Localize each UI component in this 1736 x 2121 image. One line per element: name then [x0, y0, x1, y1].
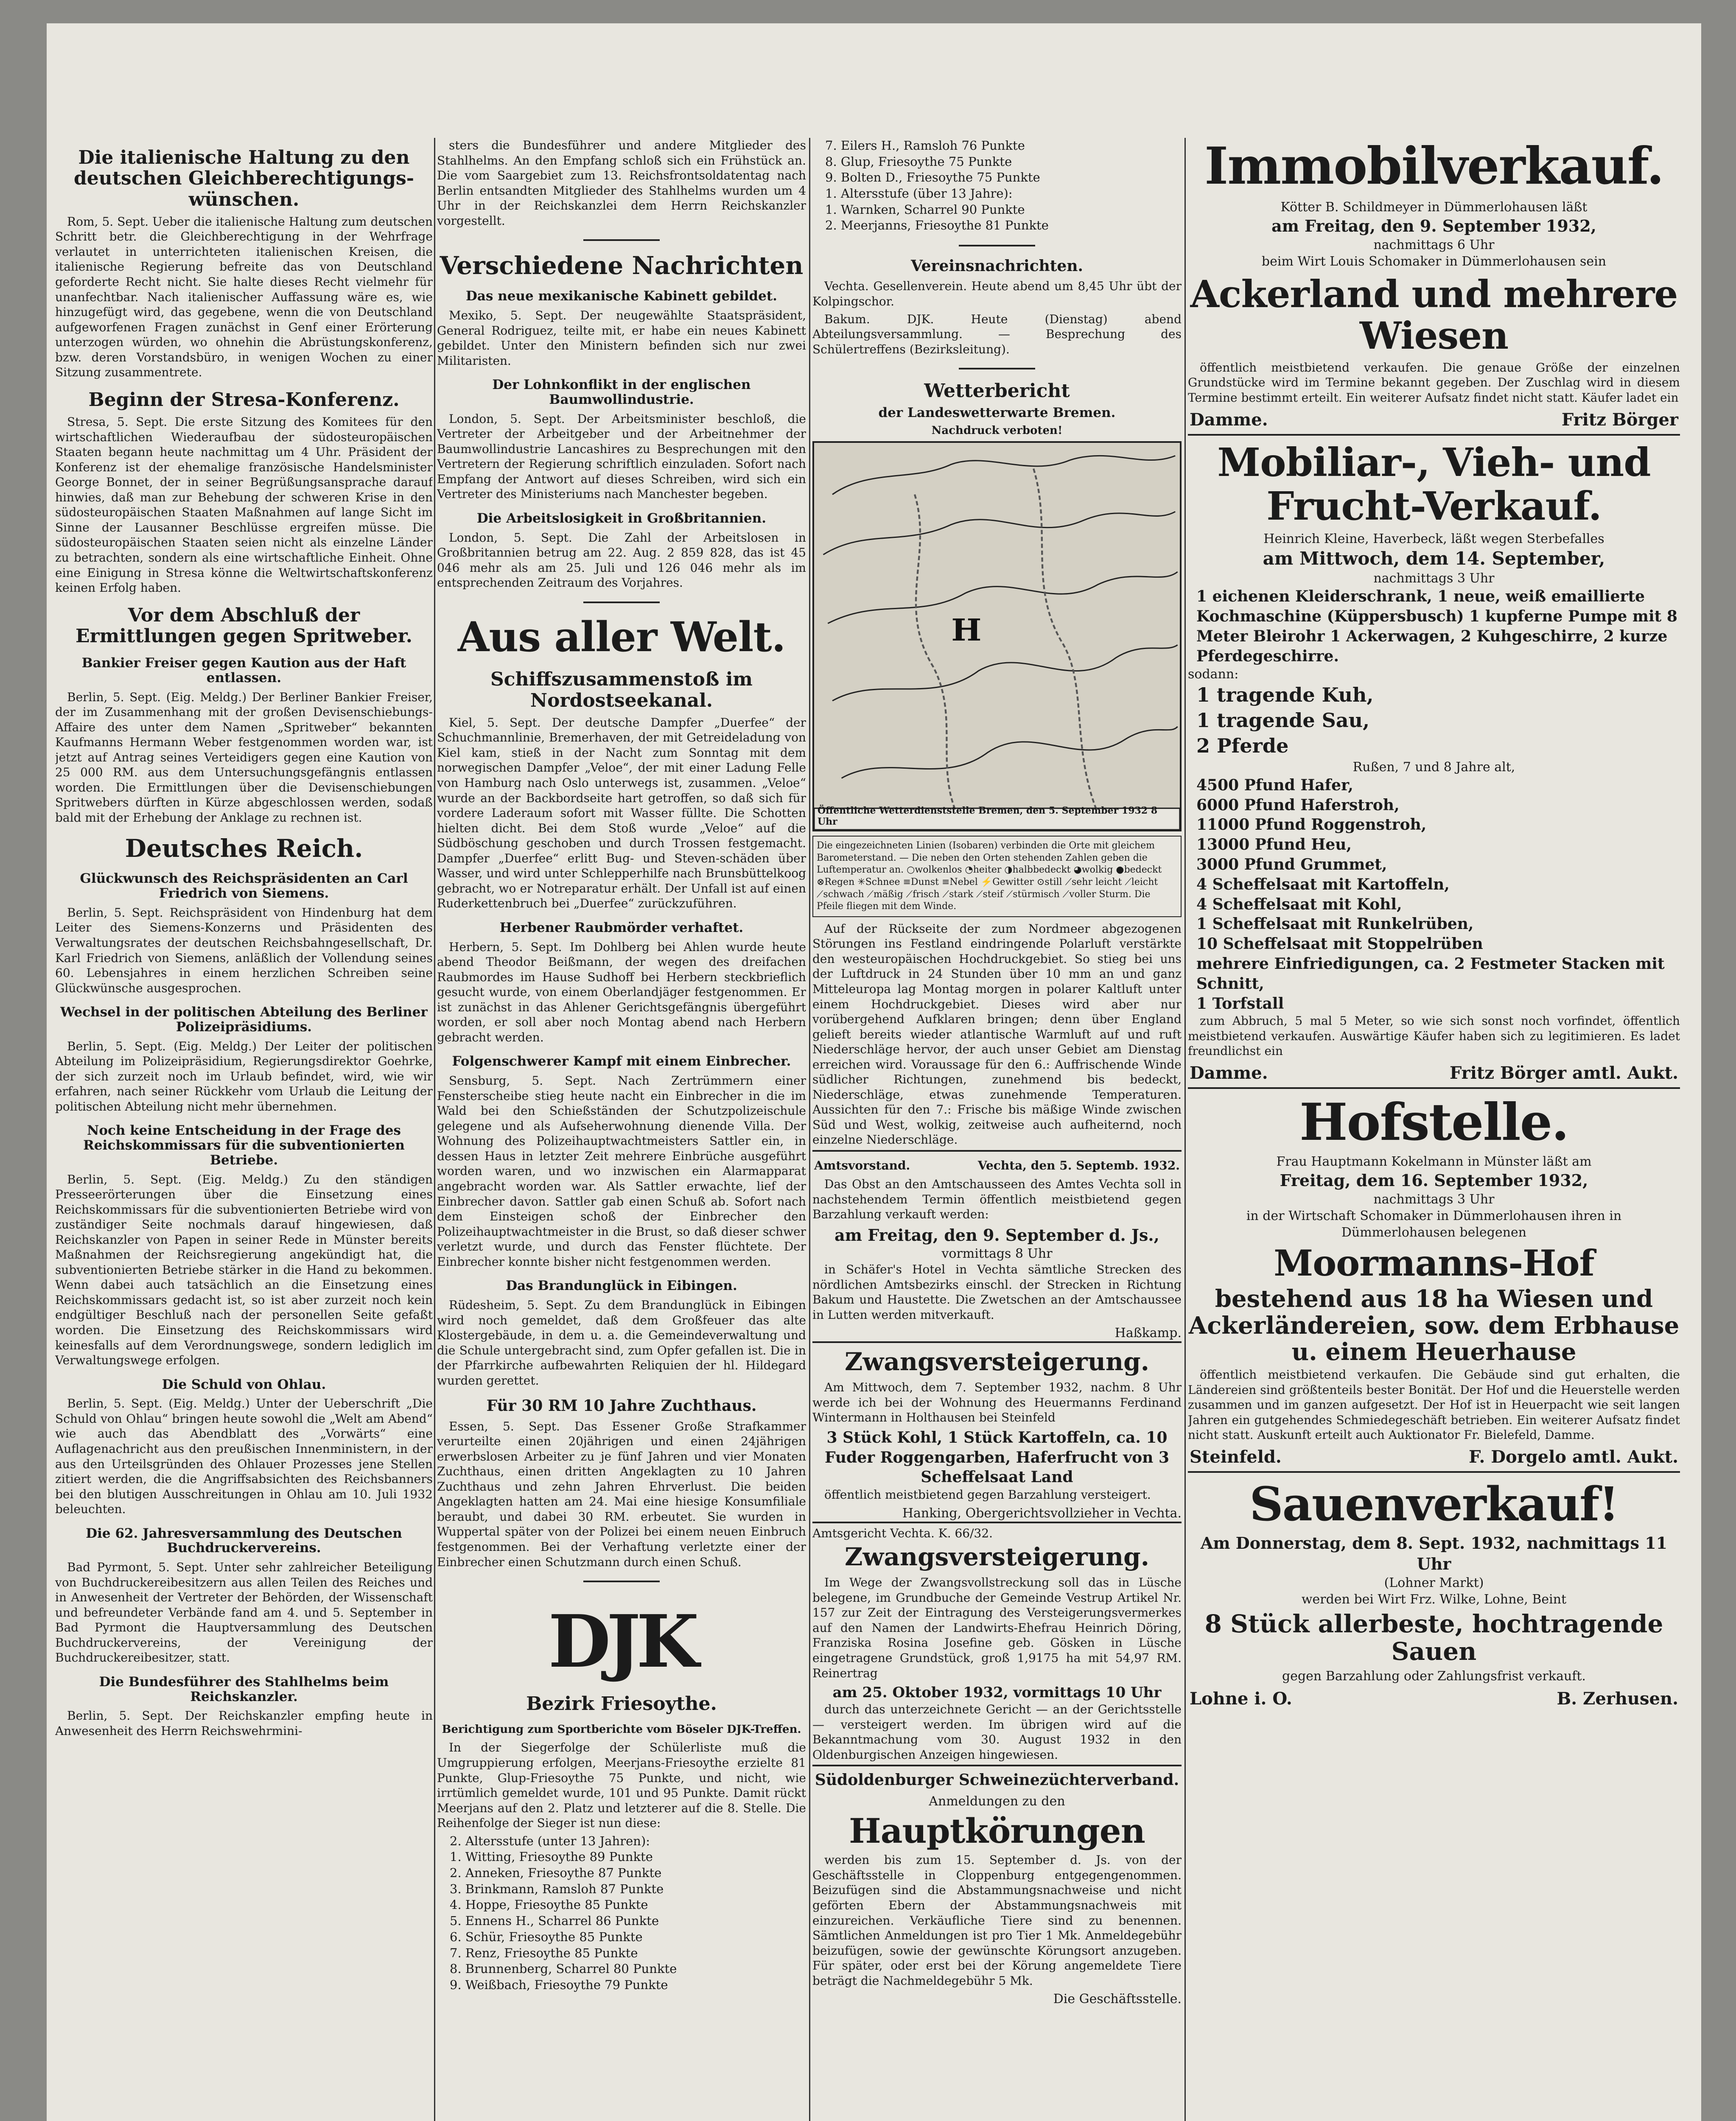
article-title: Noch keine Entscheidung in der Frage des Reichskommissars für die subventionierten Betriebe. [83, 1123, 405, 1168]
article-body: Berlin, 5. Sept. (Eig. Meldg.) Unter der Ueberschrift „Die Schuld von Ohlau“ bringen heute sowohl die „Welt am Abend“ wie auch das Abendblatt des „Vorwärts“ eine Auflagenachricht aus den preußischen Innenministern, in der aus den Urteilsgründen des Ohlauer Prozesses jene Stellen zitiert werden, die die Angriffsabsichten des Reichsbanners bei den blutigen Ausschreitungen in Ohlau am 10. Juli 1932 beleuchten. [55, 1396, 433, 1517]
article-subtitle: Bankier Freiser gegen Kaution aus der Haft entlassen. [81, 655, 406, 686]
ad-location: (Lohner Markt) [1384, 1575, 1484, 1590]
article-title: Die Bundesführer des Stahlhelms beim Reichskanzler. [99, 1674, 389, 1704]
result-item: 1. Warnken, Scharrel 90 Punkte [825, 202, 1025, 217]
ad-body: Heinrich Kleine, Haverbeck, läßt wegen Sterbefalles [1263, 531, 1604, 546]
article-title: Das neue mexikanische Kabinett gebildet. [466, 288, 777, 304]
column-2 [437, 138, 806, 2121]
ad-signature: Die Geschäftsstelle. [1053, 1992, 1182, 2007]
goods-item: 4 Scheffelsaat mit Kohl, [1196, 895, 1402, 913]
separator [583, 602, 660, 603]
result-item: 8. Brunnenberg, Scharrel 80 Punkte [450, 1962, 677, 1976]
ad-signature: Fritz Börger amtl. Aukt. [1449, 1063, 1678, 1083]
map-legend: Die eingezeichneten Linien (Isobaren) verbinden die Orte mit gleichem Barometerstand. — Die neben den Orten stehenden Zahlen geben die Luftemperatur an. ○wolkenlos ◔heiter ◑halbbedeckt ◕wolkig ●bedeckt ⊗Regen ✳Schnee ≡Dunst ≡Nebel ⚡Gewitter ⊙still ⟋sehr leicht ⟋leicht ⟋schwach ⟋mäßig ⟋frisch ⟋stark ⟋steif ⟋stürmisch ⟋voller Sturm. Die Pfeile fliegen mit dem Winde. [812, 836, 1182, 917]
ad-body: Kötter B. Schildmeyer in Dümmerlohausen läßt [1280, 200, 1588, 215]
article-body: Kiel, 5. Sept. Der deutsche Dampfer „Duerfee“ der Schuchmannlinie, Bremerhaven, der mit Getreideladung von Kiel kam, stieß in der Nacht zum Sonntag mit dem norwegischen Dampfer „Veloe“, der mit einer Ladung Felle von Hamburg nach Oslo unterwegs ist, zusammen. „Veloe“ wurde an der Backbordseite hart getroffen, so daß sich für vordere Laderaum sofort mit Wasser füllte. Die Schotten hielten dicht. Bei dem Stoß wurde „Veloe“ auf die Südböschung geschoben und durch Trossen festgemacht. Dampfer „Duerfee“ erlitt Bug- und Steven-schäden über Wasser, und wird unter Schlepperhilfe nach Brunsbüttelkoog gebracht, wo er Notreparatur erhält. Der Unfall ist auf einen Ruderkettenbruch bei „Duerfee“ zurückzuführen. [437, 715, 806, 911]
ad-signature: F. Dorgelo amtl. Aukt. [1469, 1447, 1678, 1467]
ad-body: öffentlich meistbietend verkaufen. Die Gebäude sind gut erhalten, die Ländereien sind größtenteils bester Bonität. Der Hof und die Heuerstelle werden zusammen und im ganzen aufgesetzt. Der Hof ist in Heuerpacht wie seit langen Jahren ein gutgehendes Schmiedegeschäft betrieben. Ein weiterer Aufsatz findet nicht statt. Auskunft erteilt auch Auktionator Fr. Bielefeld, Damme. [1188, 1367, 1680, 1442]
ad-body: werden bei Wirt Frz. Wilke, Lohne, Beint [1301, 1592, 1567, 1607]
ad-time: nachmittags 6 Uhr [1373, 237, 1495, 252]
article-body: Berlin, 5. Sept. (Eig. Meldg.) Der Leiter der politischen Abteilung im Polizeipräsidium, Regierungsdirektor Goehrke, der sich zurzeit noch im Urlaub befindet, wird, wie wir erfahren, nach seiner Rückkehr vom Urlaub die Leitung der politischen Abteilung nicht mehr übernehmen. [55, 1039, 433, 1114]
article-title: Die italienische Haltung zu den deutschen Gleichberechtigungs-wünschen. [73, 147, 414, 210]
article-body: Berlin, 5. Sept. (Eig. Meldg.) Der Berliner Bankier Freiser, der im Zusammenhang mit der großen Devisenschiebungs-Affaire des unter dem Namen „Spritweber“ bekannten Kaufmanns Hermann Weber festgenommen worden war, ist jetzt auf Antrag seines Verteidigers gegen eine Kaution von 25 000 RM. aus dem Untersuchungsgefängnis entlassen worden. Die Ermittlungen über die Devisenschiebungen Spritwebers dürften in Kürze abgeschlossen werden, sodaß bald mit der Erhebung der Anklage zu rechnen ist. [55, 690, 433, 825]
weather-map [812, 441, 1182, 831]
separator [583, 239, 660, 241]
column-4 [1188, 138, 1680, 2121]
court-ref: Amtsgericht Vechta. K. 66/32. [812, 1526, 993, 1540]
article-title: Bezirk Friesoythe. [526, 1693, 717, 1715]
ad-time: nachmittags 3 Uhr [1373, 1192, 1495, 1207]
weather-subtitle: der Landeswetterwarte Bremen. [878, 405, 1116, 421]
result-item: 2. Anneken, Friesoythe 87 Punkte [450, 1866, 662, 1880]
ad-items: 3 Stück Kohl, 1 Stück Kartoffeln, ca. 10 Fuder Roggengarben, Haferfrucht von 3 Scheffelsaat Land [824, 1428, 1170, 1486]
article-body: In der Siegerfolge der Schülerliste muß die Umgruppierung erfolgen, Meerjans-Friesoythe erzielte 81 Punkte, Glup-Friesoythe 75 Punkte, und nicht, wie irrtümlich gemeldet wurde, 101 und 95 Punkte. Damit rückt Meerjans auf den 2. Platz und letzterer auf die 8. Stelle. Die Reihenfolge der Sieger ist nun diese: [437, 1740, 806, 1830]
weather-map-graphic [814, 443, 1180, 830]
article-body: sters die Bundesführer und andere Mitglieder des Stahlhelms. An den Empfang schloß sich ein Frühstück an. Die vom Saargebiet zum 13. Reichsfrontsoldatentag nach Berlin entsandten Mitglieder des Stahlhelms wurden um 4 Uhr in der Reichskanzlei dem Herrn Reichskanzler vorgestellt. [437, 138, 806, 228]
ad-zwangsversteigerung-2 [812, 1522, 1182, 1763]
article-body: Berlin, 5. Sept. (Eig. Meldg.) Zu den ständigen Presseerörterungen über die Einsetzung eines Reichskommissars für die subventionierten Betriebe wird von zuständiger Seite nochmals darauf hingewiesen, daß Reichskanzler von Papen in seiner Rede in Münster bereits Maßnahmen der Reichsregierung angekündigt hat, die subventionierten Betriebe stärker in die Hand zu bekommen. Wenn dabei auch tatsächlich an die Einsetzung eines Reichskommissars gedacht ist, so ist aber zurzeit noch kein endgültiger Beschluß nach der personellen Seite gefaßt worden. Die Einsetzung des Reichskommissars wird keinesfalls auf dem Verordnungswege, sondern lediglich im Verwaltungswege erfolgen. [55, 1172, 433, 1368]
ad-subtitle: Anmeldungen zu den [929, 1794, 1065, 1809]
ad-immobilverkauf [1188, 138, 1680, 430]
article-title: Die 62. Jahresversammlung des Deutschen Buchdruckervereins. [86, 1525, 402, 1556]
column-3 [812, 138, 1182, 2121]
article-title: Folgenschwerer Kampf mit einem Einbrecher. [452, 1054, 791, 1069]
article-title: Das Brandunglück in Eibingen. [506, 1278, 737, 1294]
ad-signature: B. Zerhusen. [1557, 1688, 1678, 1709]
ad-body: zum Abbruch, 5 mal 5 Meter, so wie sich sonst noch vorfindet, öffentlich meistbietend verkaufen. Auswärtige Käufer haben sich zu legitimieren. Es ladet freundlichst ein [1188, 1014, 1680, 1058]
goods-item: 11000 Pfund Roggenstroh, [1196, 816, 1427, 834]
article-title: Die Arbeitslosigkeit in Großbritannien. [476, 510, 767, 526]
ad-mobiliar [1188, 434, 1680, 1083]
notice-sender: Amtsvorstand. [814, 1158, 910, 1173]
newspaper-page [47, 23, 1701, 2121]
result-item: 3. Brinkmann, Ramsloh 87 Punkte [450, 1881, 664, 1896]
ad-body: beim Wirt Louis Schomaker in Dümmerlohausen sein [1261, 254, 1607, 269]
ad-title: Südoldenburger Schweinezüchterverband. [815, 1771, 1179, 1789]
section-heading: Deutsches Reich. [125, 834, 363, 863]
club-notice: Vechta. Gesellenverein. Heute abend um 8,45 Uhr übt der Kolpingschor. [812, 279, 1182, 308]
goods-item: 3000 Pfund Grummet, [1196, 855, 1387, 873]
goods-item: 1 Scheffelsaat mit Runkelrüben, [1196, 915, 1474, 933]
result-item: 1. Altersstufe (über 13 Jahre): [825, 186, 1013, 201]
column-1 [55, 138, 433, 2121]
djk-logo: DJK [548, 1599, 695, 1684]
ad-place: Lohne i. O. [1190, 1688, 1292, 1709]
ad-title: Zwangsversteigerung. [845, 1542, 1149, 1572]
ad-headline: Moormanns-Hof [1274, 1242, 1594, 1284]
ad-title: Immobilverkauf. [1204, 138, 1663, 196]
weather-report: Auf der Rückseite der zum Nordmeer abgezogenen Störungen ins Festland eindringende Polarluft verstärkte den westeuropäischen Hochdruckgebiet. So stieg bei uns der Luftdruck in 24 Stunden über 10 mm an und ganz Mitteleuropa lag Montag morgen in polarer Kaltluft unter einem Hochdruckgebiet. Dieses wird aber nur vorübergehend Aufklaren bringen; denn über England gelieft bereits wieder atlantische Warmluft auf und ruft Niederschläge hervor, der auch unser Gebiet am Dienstag erreichen wird. Voraussage für den 6.: Auffrischende Winde südlicher Richtungen, zunehmend bis bedeckt, Niederschläge, etwas zunehmende Temperaturen. Aussichten für den 7.: Frische bis mäßige Winde zwischen Süd und West, wolkig, zeitweise auch aufheiternd, noch einzelne Niederschläge. [812, 921, 1182, 1147]
goods-item: 6000 Pfund Haferstroh, [1196, 796, 1400, 814]
ad-body: Am Mittwoch, dem 7. September 1932, nachm. 8 Uhr werde ich bei der Wohnung des Heuermanns Ferdinand Wintermann in Holthausen bei Steinfeld [812, 1380, 1182, 1425]
notice-time: vormittags 8 Uhr [941, 1246, 1053, 1262]
ad-date-line: am 25. Oktober 1932, vormittags 10 Uhr [832, 1684, 1162, 1701]
ad-body: öffentlich meistbietend gegen Barzahlung versteigert. [824, 1488, 1151, 1502]
ad-signature: Hanking, Obergerichtsvollzieher in Vechta. [902, 1505, 1182, 1521]
goods-item: 4 Scheffelsaat mit Kartoffeln, [1196, 875, 1450, 893]
separator [959, 368, 1035, 369]
result-item: 8. Glup, Friesoythe 75 Punkte [825, 154, 1012, 169]
ad-time: nachmittags 3 Uhr [1373, 571, 1495, 586]
article-title: Schiffszusammenstoß im Nordostseekanal. [490, 669, 753, 711]
ad-headline-2: bestehend aus 18 ha Wiesen und Ackerländereien, sow. dem Erbhause u. einem Heuerhause [1188, 1284, 1680, 1366]
result-item: 2. Meerjanns, Friesoythe 81 Punkte [825, 218, 1049, 233]
ad-title: Zwangsversteigerung. [845, 1347, 1149, 1377]
article-title: Vor dem Abschluß der Ermittlungen gegen Spritweber. [75, 604, 413, 647]
ad-date-line: am Mittwoch, dem 14. September, [1263, 548, 1605, 569]
ad-schweinezucht [812, 1765, 1182, 2007]
goods-item: 4500 Pfund Hafer, [1196, 776, 1353, 794]
map-caption: Öffentliche Wetterdienststelle Bremen, den 5. September 1932 8 Uhr [818, 805, 1158, 828]
ad-place: Damme. [1190, 409, 1268, 430]
club-notice: Bakum. DJK. Heute (Dienstag) abend Abteilungsversammlung. — Besprechung des Schülertreffens (Bezirksleitung). [812, 312, 1182, 356]
result-item: 6. Schür, Friesoythe 85 Punkte [450, 1929, 643, 1944]
results-list [812, 138, 1182, 234]
ad-place: Damme. [1190, 1063, 1268, 1083]
ad-hofstelle [1188, 1087, 1680, 1467]
separator [583, 1581, 660, 1582]
result-item: 4. Hoppe, Friesoythe 85 Punkte [450, 1897, 648, 1912]
article-title: Wechsel in der politischen Abteilung des Berliner Polizeipräsidiums. [60, 1005, 428, 1035]
results-list [437, 1849, 806, 1993]
notice-body: in Schäfer's Hotel in Vechta sämtliche Strecken des nördlichen Amtsbezirks einschl. der Strecken in Richtung Bakum und Haustette. Die Zwetschen an der Amtschaussee in Lutten werden mitverkauft. [812, 1262, 1182, 1322]
ad-headline: 8 Stück allerbeste, hochtragende Sauen [1204, 1609, 1663, 1666]
goods-item: mehrere Einfriedigungen, ca. 2 Festmeter Stacken mit Schnitt, [1196, 954, 1665, 993]
article-body: Berlin, 5. Sept. Der Reichskanzler empfing heute in Anwesenheit des Herrn Reichswehrmini- [55, 1709, 433, 1738]
notice-date-line: am Freitag, den 9. September d. Js., [834, 1225, 1159, 1245]
ad-sodann: sodann: [1188, 667, 1239, 682]
goods-list [1188, 775, 1680, 1014]
ad-title: Hofstelle. [1299, 1092, 1568, 1152]
ad-signature: Fritz Börger [1561, 409, 1678, 430]
animal-item: 1 tragende Kuh, [1196, 683, 1374, 707]
notice-body: Das Obst an den Amtschausseen des Amtes Vechta soll in nachstehendem Termin öffentlich meistbietend gegen Barzahlung verkauft werden: [812, 1177, 1182, 1222]
notice-signature: Haßkamp. [1114, 1326, 1182, 1341]
result-item: 7. Eilers H., Ramsloh 76 Punkte [825, 138, 1025, 153]
article-title: Beginn der Stresa-Konferenz. [88, 389, 400, 411]
goods-item: 10 Scheffelsaat mit Stoppelrüben [1196, 935, 1483, 953]
goods-item: 1 Torfstall [1196, 994, 1284, 1013]
article-title: Für 30 RM 10 Jahre Zuchthaus. [486, 1397, 757, 1415]
ad-headline: Hauptkörungen [849, 1810, 1145, 1851]
animal-item: 1 tragende Sau, [1196, 709, 1370, 732]
ad-title: Mobiliar-, Vieh- und Frucht-Verkauf. [1217, 439, 1651, 529]
ad-body: gegen Barzahlung oder Zahlungsfrist verkauft. [1282, 1668, 1586, 1684]
section-heading: Vereinsnachrichten. [910, 257, 1084, 275]
article-body: London, 5. Sept. Der Arbeitsminister beschloß, die Vertreter der Arbeitgeber und der Arbeitnehmer der Baumwollindustrie Lancashires zu Besprechungen mit den Vertretern der Regierung schriftlich einzuladen. Sofort nach Empfang der Antwort auf dieses Schreiben, wird sich ein Vertreter des Ministeriums nach Manchester begeben. [437, 411, 806, 501]
article-body: Sensburg, 5. Sept. Nach Zertrümmern einer Fensterscheibe stieg heute nacht ein Einbrecher in die im Wald bei den Schießständen der Schutzpolizeischule gelegene und als Aufseherwohnung dienende Villa. Der Wohnung des Polizeihauptwachtmeisters Sattler ein, in dessen Haus in letzter Zeit mehrere Einbrüche ausgeführt worden waren, und wo inzwischen ein Alarmapparat angebracht worden war. Als Sattler erwachte, lief der Einbrecher davon. Sattler gab einen Schuß ab. Sofort nach dem Einsteigen schoß der Einbrecher den Polizeihauptwachtmeister in die Brust, so daß dieser schwer verletzt wurde, und durch das Fenster flüchtete. Der Einbrecher konnte bisher nicht festgenommen werden. [437, 1074, 806, 1269]
article-subtitle: Glückwunsch des Reichspräsidenten an Carl Friedrich von Siemens. [80, 871, 408, 901]
article-body: Essen, 5. Sept. Das Essener Große Strafkammer verurteilte einen 20jährigen und einen 24jährigen erwerbslosen Arbeiter zu je fünf Jahren und vier Monaten Zuchthaus, einen dritten Angeklagten zu 10 Jahren Zuchthaus und zehn Jahren Ehrverlust. Die beiden Angeklagten hatten am 24. Mai eine hiesige Konsumfiliale beraubt, und dabei 30 RM. erbeutet. Sie wurden in Wuppertal später von der Polizei bei einem neuen Einbruch festgenommen. Bei der Verhaftung verletzte einer der Einbrecher einen Schutzmann durch einen Schuß. [437, 1419, 806, 1569]
ad-body: Frau Hauptmann Kokelmann in Münster läßt am [1276, 1154, 1592, 1170]
ad-date-line: Am Donnerstag, dem 8. Sept. 1932, nachmittags 11 Uhr [1200, 1533, 1668, 1574]
ad-sauenverkauf [1188, 1471, 1680, 1709]
ad-body: Im Wege der Zwangsvollstreckung soll das in Lüsche belegene, im Grundbuche der Gemeinde Vestrup Artikel Nr. 157 zur Zeit der Eintragung des Versteigerungsvermerkes auf den Namen der Landwirts-Ehefrau Heinrich Döring, Franziska Rosina Josefine geb. Gösken in Lüsche eingetragene Grundstück, groß 1,9175 ha mit 54,97 RM. Reinertrag [812, 1575, 1182, 1680]
article-body: Bad Pyrmont, 5. Sept. Unter sehr zahlreicher Beteiligung von Buchdruckereibesitzern aus allen Teilen des Reiches und in Anwesenheit der Vertreter der Behörden, der Wissenschaft und befreundeter Verbände fand am 4. und 5. September in Bad Pyrmont die Hauptversammlung des Deutschen Buchdruckervereins, der Vereinigung der Buchdruckereibesitzer, statt. [55, 1560, 433, 1665]
goods-item: 13000 Pfund Heu, [1196, 836, 1352, 854]
article-body: Berlin, 5. Sept. Reichspräsident von Hindenburg hat dem Leiter des Siemens-Konzerns und Präsidenten des Verwaltungsrates der deutschen Reichsbahngesellschaft, Dr. Karl Friedrich von Siemens, anläßlich der Vollendung seines 60. Lebensjahres in einem herzlichen Schreiben seine Glückwünsche ausgesprochen. [55, 905, 433, 995]
article-body: London, 5. Sept. Die Zahl der Arbeitslosen in Großbritannien betrug am 22. Aug. 2 859 828, das ist 45 046 mehr als am 25. Juli und 126 046 mehr als im entsprechenden Zeitraum des Vorjahres. [437, 530, 806, 590]
article-subtitle: Berichtigung zum Sportberichte vom Böseler DJK-Treffen. [442, 1723, 801, 1736]
result-item: 9. Weißbach, Friesoythe 79 Punkte [450, 1977, 668, 1992]
article-body: Mexiko, 5. Sept. Der neugewählte Staatspräsident, General Rodriguez, teilte mit, er habe ein neues Kabinett gebildet. Unter den Ministern befinden sich nur zwei Militaristen. [437, 308, 806, 368]
ad-place: Steinfeld. [1190, 1447, 1282, 1467]
ad-items: 1 eichenen Kleiderschrank, 1 neue, weiß emaillierte Kochmaschine (Küppersbusch) 1 kupferne Pumpe mit 8 Meter Bleirohr 1 Ackerwagen, 2 Kuhgeschirre, 2 kurze Pferdegeschirre. [1196, 588, 1677, 665]
result-item: 1. Witting, Friesoythe 89 Punkte [450, 1850, 653, 1864]
article-body: Rom, 5. Sept. Ueber die italienische Haltung zum deutschen Schritt betr. die Gleichberechtigung in der Wehrfrage verlautet in unterrichteten italienischen Kreisen, die italienische Regierung befreite das von Deutschland geforderte Recht nicht. Sie halte dieses Recht vielmehr für unanfechtbar. Nach italienischer Auffassung wäre es, wie hinzugefügt wird, das gegebene, wenn die von Deutschland aufgeworfenen Fragen zunächst in Genf einer Erörterung unterzogen würden, wo ohnehin die Abrüstungskonferenz, bzw. deren Vorstandsbüro, in wenigen Wochen zu einer Sitzung zusammentrete. [55, 214, 433, 380]
list-heading: 2. Altersstufe (unter 13 Jahren): [450, 1833, 650, 1848]
notice-amtsvorstand [812, 1150, 1182, 1341]
ad-body: öffentlich meistbietend verkaufen. Die genaue Größe der einzelnen Grundstücke wird im Termine bekannt gegeben. Der Zuschlag wird in diesem Termine bestimmt erteilt. Ein weiterer Aufsatz findet nicht statt. Käufer ladet ein [1188, 360, 1680, 405]
section-heading: Aus aller Welt. [457, 613, 786, 661]
reprint-note: Nachdruck verboten! [931, 424, 1063, 437]
ad-body: werden bis zum 15. September d. Js. von der Geschäftsstelle in Cloppenburg entgegengenommen. Beizufügen sind die Abstammungsnachweise und nicht geförten Ebern der Abstammungsnachweis mit einzureichen. Verkäufliche Tiere sind zu benennen. Sämtlichen Anmeldungen ist pro Tier 1 Mk. Anmeldegebühr beizufügen, sowie der gewünschte Körungsort anzugeben. Für später, oder erst bei der Körung angemeldete Tiere beträgt die Nachmeldegebühr 5 Mk. [812, 1853, 1182, 1988]
ad-date-line: Freitag, dem 16. September 1932, [1280, 1171, 1588, 1190]
result-item: 9. Bolten D., Friesoythe 75 Punkte [825, 170, 1040, 185]
svg-text:H: H [951, 613, 982, 648]
ad-title: Sauenverkauf! [1249, 1476, 1618, 1531]
weather-title: Wetterbericht [924, 380, 1070, 402]
article-title: Die Schuld von Ohlau. [162, 1377, 326, 1392]
ad-note: Rußen, 7 und 8 Jahre alt, [1352, 759, 1515, 775]
article-body: Rüdesheim, 5. Sept. Zu dem Brandunglück in Eibingen wird noch gemeldet, daß dem Großfeuer das alte Klostergebäude, in dem u. a. die Gemeindeverwaltung und die Schule untergebracht sind, zum Opfer gefallen ist. Die in der Pfarrkirche aufbewahrten Reliquien der hl. Hildegard wurden gerettet. [437, 1298, 806, 1388]
result-item: 7. Renz, Friesoythe 85 Punkte [450, 1945, 638, 1960]
article-body: Stresa, 5. Sept. Die erste Sitzung des Komitees für den wirtschaftlichen Wiederaufbau der südosteuropäischen Staaten begann heute nachmittag um 4 Uhr. Präsident der Konferenz ist der ehemalige französische Handelsminister George Bonnet, der in seiner Begrüßungsansprache darauf hinwies, daß man zur Behebung der schweren Krise in den südosteuropäischen Staaten Maßnahmen auf lange Sicht im Sinne der Lausanner Beschlüsse ergreifen müsse. Die südosteuropäischen Staaten seien nicht als einzelne Länder zu betrachten, sondern als eine wirtschaftliche Einheit. Ohne eine Einigung in Stresa könne die Weltwirtschaftskonferenz keinen Erfolg haben. [55, 415, 433, 595]
section-heading: Verschiedene Nachrichten [440, 251, 804, 280]
ad-body: in der Wirtschaft Schomaker in Dümmerlohausen ihren in Dümmerlohausen belegenen [1246, 1208, 1622, 1240]
ad-date-line: am Freitag, den 9. September 1932, [1271, 216, 1596, 236]
article-body: Herbern, 5. Sept. Im Dohlberg bei Ahlen wurde heute abend Theodor Beißmann, der wegen des dreifachen Raubmordes im Hause Sudhoff bei Herbern steckbrieflich gesucht wurde, von einem Oberlandjäger festgenommen. Er ist zunächst in das Ahlener Gerichtsgefängnis übergeführt worden, er soll aber noch Montag abend nach Herbern gebracht werden. [437, 940, 806, 1044]
ad-body: durch das unterzeichnete Gericht — an der Gerichtsstelle — versteigert werden. Im übrigen wird auf die Bekanntmachung vom 30. August 1932 in den Oldenburgischen Anzeigen hingewiesen. [812, 1702, 1182, 1762]
article-title: Herbener Raubmörder verhaftet. [499, 920, 744, 935]
notice-date: Vechta, den 5. Septemb. 1932. [977, 1158, 1180, 1173]
ad-zwangsversteigerung-1 [812, 1341, 1182, 1522]
ad-headline: Ackerland und mehrere Wiesen [1190, 271, 1678, 358]
animal-item: 2 Pferde [1196, 734, 1289, 757]
result-item: 5. Ennens H., Scharrel 86 Punkte [450, 1914, 659, 1928]
separator [959, 245, 1035, 246]
article-title: Der Lohnkonflikt in der englischen Baumwollindustrie. [492, 377, 751, 407]
